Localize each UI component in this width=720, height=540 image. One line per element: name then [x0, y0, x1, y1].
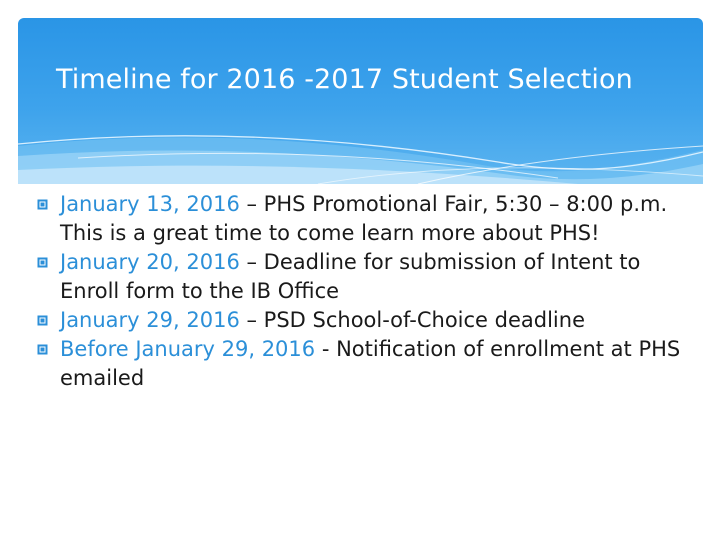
- list-item: [36, 306, 686, 335]
- bullet-text: – Deadline for submission of Intent to Enroll form to the IB Office: [60, 250, 641, 303]
- bullet-date: January 20, 2016: [60, 250, 240, 274]
- bullet-date: January 13, 2016: [60, 192, 240, 216]
- bullet-date: January 29, 2016: [60, 308, 240, 332]
- bullet-text: – PSD School-of-Choice deadline: [239, 308, 585, 332]
- bullet-text: - Notification of enrollment at PHS emailed: [60, 337, 681, 390]
- square-bullet-icon: [37, 344, 48, 355]
- square-bullet-icon: [37, 199, 48, 210]
- square-bullet-icon: [37, 257, 48, 268]
- bullet-text: – PHS Promotional Fair, 5:30 – 8:00 p.m. This is a great time to come learn more about PHS!: [60, 192, 668, 245]
- bullet-list: [36, 190, 686, 393]
- list-item: [36, 248, 686, 306]
- slide-title: Timeline for 2016 -2017 Student Selection: [56, 64, 633, 95]
- square-bullet-icon: [37, 315, 48, 326]
- list-item: [36, 335, 686, 393]
- bullet-date: Before January 29, 2016: [60, 337, 316, 361]
- list-item: [36, 190, 686, 248]
- title-banner: [18, 18, 703, 184]
- banner-wave-decoration: [18, 18, 703, 184]
